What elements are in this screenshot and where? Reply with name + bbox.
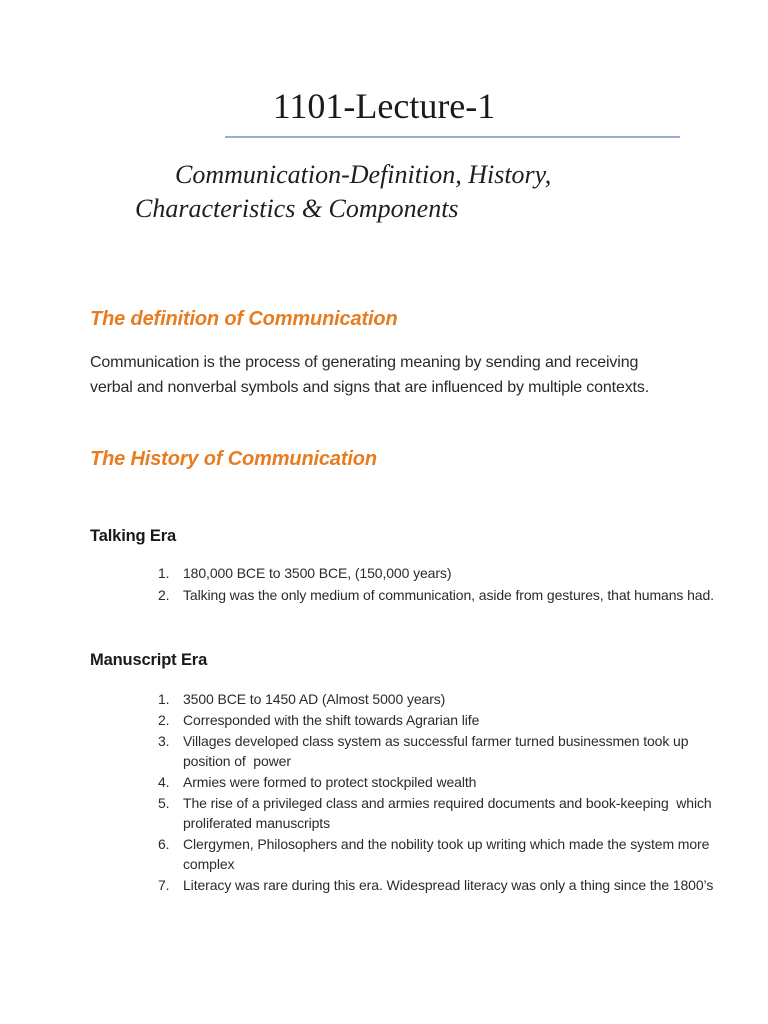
list-item-text: Armies were formed to protect stockpiled wealth: [183, 774, 477, 790]
list-item: [158, 585, 714, 605]
list-item: [158, 793, 713, 833]
list-item-text: position of power: [183, 753, 291, 769]
list-item-number: 5.: [158, 795, 170, 811]
talking-era-list: [158, 563, 714, 607]
list-item-text: Clergymen, Philosophers and the nobility took up writing which made the system more: [183, 836, 710, 852]
section-heading-history: The History of Communication: [90, 448, 377, 470]
list-item: [158, 563, 714, 583]
document-subtitle-line2: Characteristics & Components: [135, 194, 459, 223]
list-item: [158, 710, 713, 730]
definition-paragraph: [90, 350, 649, 400]
list-item-text: Corresponded with the shift towards Agrarian life: [183, 712, 480, 728]
list-item: [158, 834, 713, 874]
list-item-text: The rise of a privileged class and armies required documents and book-keeping which: [183, 795, 712, 811]
list-item-number: 4.: [158, 774, 170, 790]
list-item-text: Villages developed class system as successful farmer turned businessmen took up: [183, 733, 689, 749]
list-item-number: 2.: [158, 712, 170, 728]
list-item: [158, 772, 713, 792]
document-title: 1101-Lecture-1: [272, 86, 496, 126]
list-item-number: 6.: [158, 836, 170, 852]
list-item-text: Talking was the only medium of communication, aside from gestures, that humans had.: [183, 587, 714, 603]
definition-paragraph-line2: verbal and nonverbal symbols and signs that are influenced by multiple contexts.: [90, 379, 649, 396]
list-item-text: Literacy was rare during this era. Widespread literacy was only a thing since the 1800’s: [183, 877, 714, 893]
definition-paragraph-line1: Communication is the process of generating meaning by sending and receiving: [90, 354, 639, 371]
list-item: [158, 875, 713, 895]
title-underline: [225, 136, 680, 138]
list-item-number: 3.: [158, 733, 170, 749]
list-item-text: complex: [183, 856, 235, 872]
manuscript-era-list: [158, 689, 713, 896]
list-item-text: 180,000 BCE to 3500 BCE, (150,000 years): [183, 565, 452, 581]
list-item-number: 7.: [158, 877, 170, 893]
list-item-number: 2.: [158, 587, 170, 603]
list-item-number: 1.: [158, 691, 170, 707]
list-item: [158, 689, 713, 709]
list-item-text: 3500 BCE to 1450 AD (Almost 5000 years): [183, 691, 446, 707]
list-item-text: proliferated manuscripts: [183, 815, 330, 831]
manuscript-era-heading: Manuscript Era: [90, 651, 208, 669]
list-item: [158, 731, 713, 771]
section-heading-definition: The definition of Communication: [90, 308, 398, 330]
document-subtitle-line1: Communication-Definition, History,: [175, 160, 552, 189]
list-item-number: 1.: [158, 565, 170, 581]
talking-era-heading: Talking Era: [90, 527, 177, 545]
